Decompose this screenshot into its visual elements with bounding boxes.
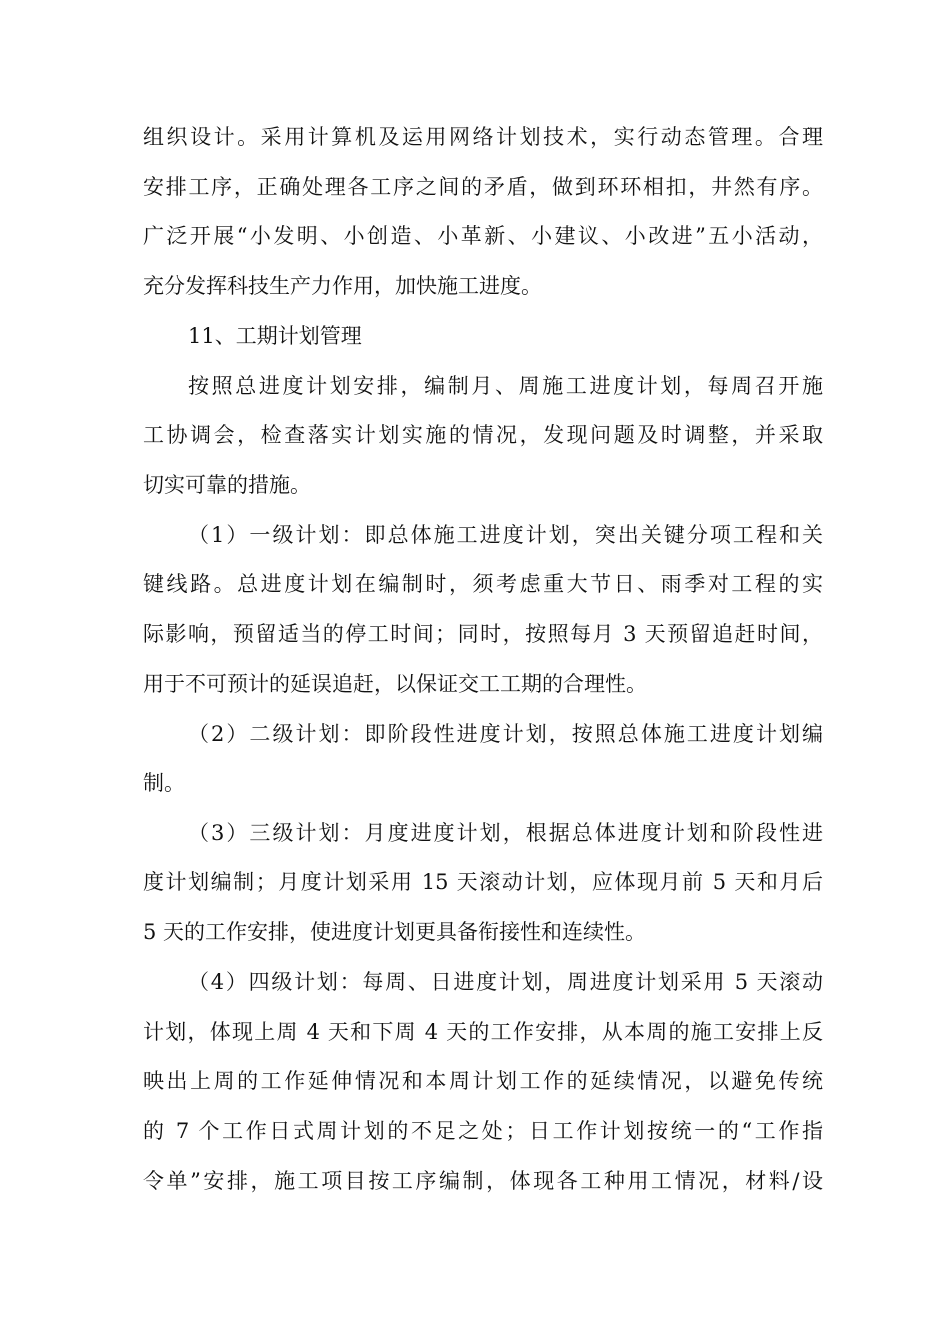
paragraph-line: 令单”安排，施工项目按工序编制，体现各工种用工情况，材料/设 bbox=[143, 1169, 823, 1193]
paragraph-line: （2）二级计划：即阶段性进度计划，按照总体施工进度计划编 bbox=[188, 722, 823, 746]
paragraph-line: 的 7 个工作日式周计划的不足之处；日工作计划按统一的“工作指 bbox=[143, 1119, 823, 1143]
section-heading: 11、工期计划管理 bbox=[188, 324, 362, 348]
paragraph-line: 切实可靠的措施。 bbox=[143, 473, 311, 497]
paragraph-line: 映出上周的工作延伸情况和本周计划工作的延续情况，以避免传统 bbox=[143, 1069, 823, 1093]
paragraph-line: （4）四级计划：每周、日进度计划，周进度计划采用 5 天滚动 bbox=[188, 970, 823, 994]
paragraph-line: （1）一级计划：即总体施工进度计划，突出关键分项工程和关 bbox=[188, 523, 823, 547]
paragraph-line: 组织设计。采用计算机及运用网络计划技术，实行动态管理。合理 bbox=[143, 125, 823, 149]
paragraph-line: 制。 bbox=[143, 771, 185, 795]
paragraph-line: 安排工序，正确处理各工序之间的矛盾，做到环环相扣，井然有序。 bbox=[143, 175, 823, 199]
paragraph-line: 度计划编制；月度计划采用 15 天滚动计划，应体现月前 5 天和月后 bbox=[143, 870, 823, 894]
paragraph-line: 按照总进度计划安排，编制月、周施工进度计划，每周召开施 bbox=[188, 374, 823, 398]
paragraph-line: 5 天的工作安排，使进度计划更具备衔接性和连续性。 bbox=[143, 920, 647, 944]
paragraph-line: 际影响，预留适当的停工时间；同时，按照每月 3 天预留追赶时间， bbox=[143, 622, 823, 646]
paragraph-line: 充分发挥科技生产力作用，加快施工进度。 bbox=[143, 274, 542, 298]
paragraph-line: 用于不可预计的延误追赶，以保证交工工期的合理性。 bbox=[143, 672, 647, 696]
paragraph-line: （3）三级计划：月度进度计划，根据总体进度计划和阶段性进 bbox=[188, 821, 823, 845]
paragraph-line: 计划，体现上周 4 天和下周 4 天的工作安排，从本周的施工安排上反 bbox=[143, 1020, 823, 1044]
paragraph-line: 工协调会，检查落实计划实施的情况，发现问题及时调整，并采取 bbox=[143, 423, 823, 447]
paragraph-line: 广泛开展“小发明、小创造、小革新、小建议、小改进”五小活动， bbox=[143, 224, 823, 248]
paragraph-line: 键线路。总进度计划在编制时，须考虑重大节日、雨季对工程的实 bbox=[143, 572, 823, 596]
